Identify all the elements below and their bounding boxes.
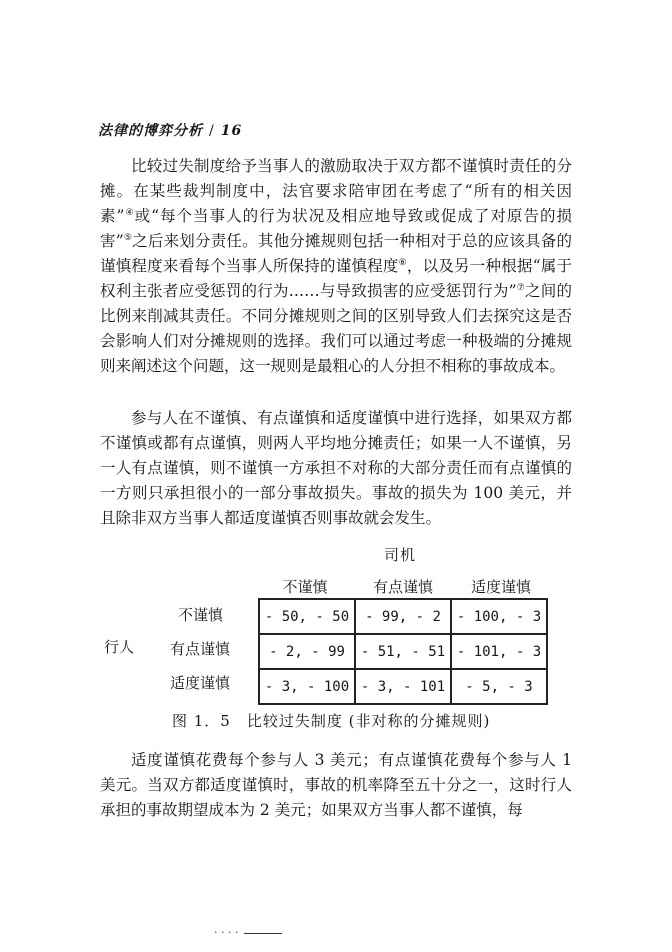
payoff-cell: - 3, - 100 xyxy=(259,669,355,704)
row-strategy-1: 不谨慎 xyxy=(178,606,224,624)
paragraph-3 xyxy=(100,748,572,823)
payoff-table xyxy=(258,598,548,705)
row-strategy-2: 有点谨慎 xyxy=(170,640,231,658)
header-separator: / xyxy=(209,123,215,139)
paragraph-1-part-1: 比较过失制度给予当事人的激励取决于双方都不谨慎时责任的分摊。在某些裁判制度中，法官要求陪审团在考虑了“所有的相关因素” xyxy=(100,157,572,225)
footer-mark xyxy=(214,926,282,939)
running-header xyxy=(98,120,242,140)
row-strategy-3: 适度谨慎 xyxy=(170,674,231,692)
paragraph-1-part-2: 或“每个当事人的行为状况及相应地导致或促成了对原告的损害” xyxy=(100,207,572,250)
footnote-ref-7: ⑦ xyxy=(516,282,526,293)
footer-dots: · · · · xyxy=(214,926,239,939)
payoff-cell: - 50, - 50 xyxy=(259,599,355,634)
paragraph-1-part-5: 之间的比例来削减其责任。不同分摊规则之间的区别导致人们去探究这是否会影响人们对分摊规则的选择。我们可以通过考虑一种极端的分摊规则来阐述这个问题，这一规则是最粗心的人分担不相称的事故成本。 xyxy=(100,282,572,375)
payoff-cell: - 100, - 3 xyxy=(451,599,547,634)
paragraph-1-part-3: 之后来划分责任。其他分摊规则包括一种相对于总的应该具备的谨慎程度来看每个当事人所保持的谨慎程度 xyxy=(100,232,572,275)
table-row xyxy=(259,669,547,704)
payoff-matrix-figure xyxy=(0,532,672,732)
column-strategy-2: 有点谨慎 xyxy=(372,578,433,596)
book-title: 法律的博弈分析 xyxy=(98,123,203,139)
column-strategy-3: 适度谨慎 xyxy=(470,578,531,596)
paragraph-1-part-4: ，以及另一种根据“属于权利主张者应受惩罚的行为……与导致损害的应受惩罚行为” xyxy=(100,257,572,300)
payoff-cell: - 3, - 101 xyxy=(355,669,451,704)
table-row xyxy=(259,599,547,634)
table-row xyxy=(259,634,547,669)
row-player-label: 行人 xyxy=(104,638,135,656)
payoff-cell: - 101, - 3 xyxy=(451,634,547,669)
payoff-cell: - 99, - 2 xyxy=(355,599,451,634)
payoff-cell: - 5, - 3 xyxy=(451,669,547,704)
paragraph-1 xyxy=(100,154,572,379)
page-number: 16 xyxy=(220,123,243,139)
footnote-ref-4: ④ xyxy=(124,207,135,218)
payoff-cell: - 2, - 99 xyxy=(259,634,355,669)
footnote-ref-5: ⑤ xyxy=(123,232,133,243)
column-player-label: 司机 xyxy=(384,546,417,564)
column-strategy-1: 不谨慎 xyxy=(282,578,328,596)
paragraph-3-text: 适度谨慎花费每个参与人 3 美元；有点谨慎花费每个参与人 1 美元。当双方都适度谨慎时，事故的机率降至五十分之一，这时行人承担的事故期望成本为 2 美元；如果双方当事人都不谨慎，每 xyxy=(100,751,572,819)
footer-rule xyxy=(244,933,282,934)
figure-caption: 图 1．5 比较过失制度 (非对称的分摊规则) xyxy=(172,712,491,730)
paragraph-2-text: 参与人在不谨慎、有点谨慎和适度谨慎中进行选择，如果双方都不谨慎或都有点谨慎，则两人平均地分摊责任；如果一人不谨慎，另一人有点谨慎，则不谨慎一方承担不对称的大部分责任而有点谨慎的一方则只承担很小的一部分事故损失。事故的损失为 100 美元，并且除非双方当事人都适度谨慎否则事故就会发生。 xyxy=(100,409,572,527)
footnote-ref-6: ⑥ xyxy=(398,257,407,268)
paragraph-2 xyxy=(100,406,572,531)
payoff-cell: - 51, - 51 xyxy=(355,634,451,669)
